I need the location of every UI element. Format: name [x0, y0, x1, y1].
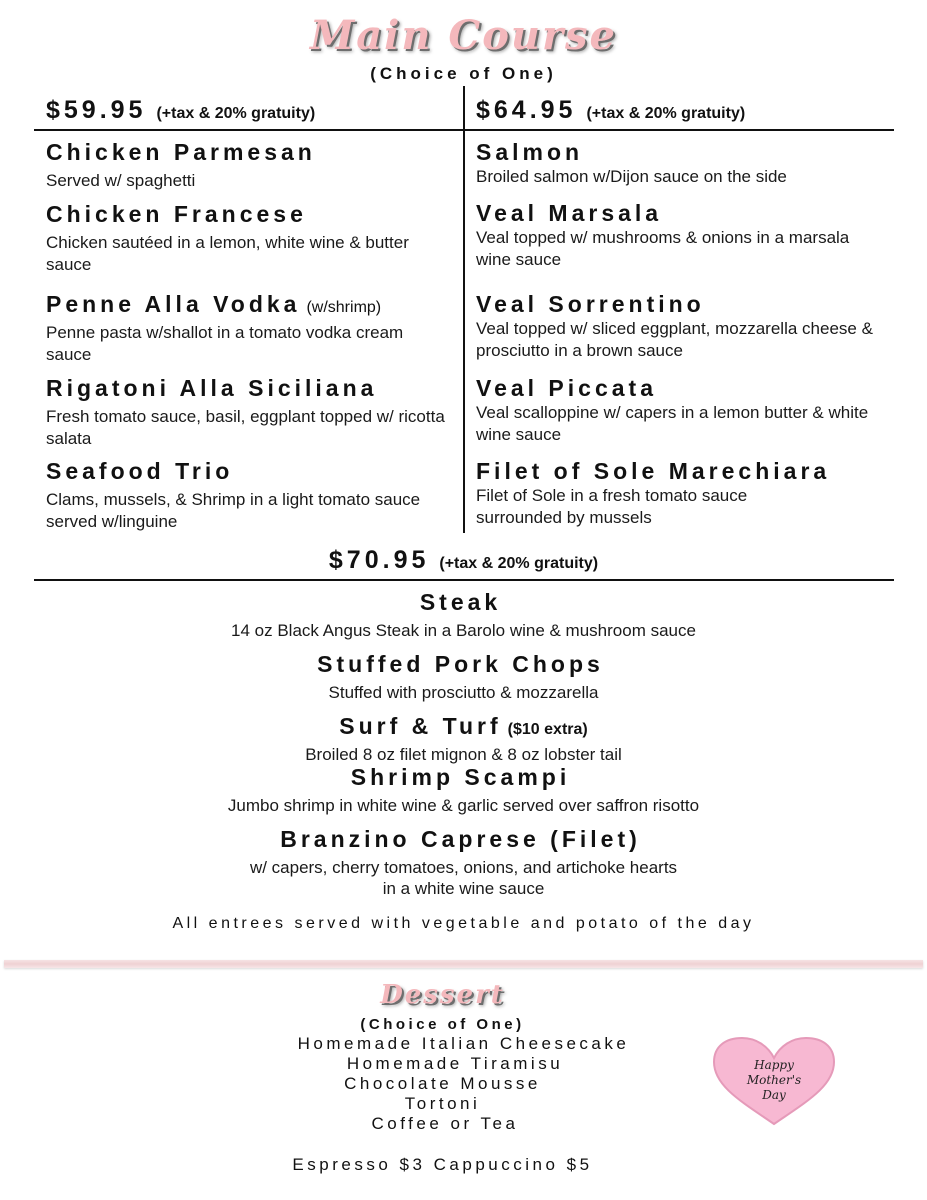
menu-item [476, 138, 896, 188]
menu-item [476, 290, 896, 362]
menu-item [476, 199, 896, 271]
menu-item [46, 200, 466, 276]
dish-description: Penne pasta w/shallot in a tomato vodka cream sauce [46, 323, 404, 364]
menu-item [0, 825, 927, 899]
menu-item [46, 374, 466, 450]
dish-description: Veal topped w/ mushrooms & onions in a marsala wine sauce [476, 228, 850, 269]
dish-name: Steak [419, 589, 502, 615]
dish-name: Chicken Parmesan [46, 139, 316, 165]
right-price-header [476, 96, 745, 125]
left-price-header [46, 96, 315, 125]
badge-line: Day [762, 1088, 786, 1102]
dish-name: Chicken Francese [46, 201, 307, 227]
dish-name: Rigatoni Alla Siciliana [46, 375, 378, 401]
dessert-item: Tortoni [404, 1094, 481, 1113]
main-course-title: Main Course [309, 12, 618, 59]
dish-name: Seafood Trio [46, 458, 234, 484]
dish-description: Broiled 8 oz filet mignon & 8 oz lobster tail [305, 745, 622, 764]
dish-name: Shrimp Scampi [350, 764, 571, 790]
entree-footer-note: All entrees served with vegetable and potato of the day [172, 915, 755, 932]
dish-extra: ($10 extra) [507, 721, 588, 738]
dish-name: Branzino Caprese (Filet) [280, 826, 641, 852]
section-divider [4, 960, 923, 968]
dish-description: Fresh tomato sauce, basil, eggplant topped w/ ricotta salata [46, 407, 445, 448]
dish-description: Broiled salmon w/Dijon sauce on the side [476, 167, 787, 186]
premium-price-note: (+tax & 20% gratuity) [439, 555, 599, 572]
right-price: $64.95 [476, 96, 577, 124]
dish-description: Jumbo shrimp in white wine & garlic served over saffron risotto [227, 796, 700, 815]
menu-item [0, 712, 927, 765]
left-price: $59.95 [46, 96, 147, 124]
badge-line: Mother's [746, 1073, 802, 1087]
menu-item [46, 138, 466, 192]
main-course-subtitle: (Choice of One) [370, 64, 557, 83]
menu-item [0, 588, 927, 641]
dish-name: Salmon [476, 139, 584, 165]
dish-name: Veal Sorrentino [476, 291, 705, 317]
dish-name: Surf & Turf [339, 713, 502, 739]
dish-description: Filet of Sole in a fresh tomato sauce surrounded by mussels [476, 486, 748, 527]
dish-description: Chicken sautéed in a lemon, white wine & butter sauce [46, 233, 409, 274]
right-price-note: (+tax & 20% gratuity) [586, 105, 746, 122]
dish-description: Clams, mussels, & Shrimp in a light tomato sauce served w/linguine [46, 490, 421, 531]
dish-description: Stuffed with prosciutto & mozzarella [328, 683, 599, 702]
espresso-cappuccino-prices: Espresso $3 Cappuccino $5 [292, 1155, 593, 1174]
dish-description: Veal scalloppine w/ capers in a lemon butter & white wine sauce [476, 403, 869, 444]
dish-description-line-2: in a white wine sauce [382, 879, 545, 898]
dish-name: Stuffed Pork Chops [317, 651, 604, 677]
dish-name: Veal Piccata [476, 375, 657, 401]
dessert-item: Coffee or Tea [371, 1114, 519, 1133]
right-column [476, 138, 896, 533]
dessert-item: Chocolate Mousse [344, 1074, 541, 1093]
badge-line: Happy [754, 1058, 794, 1072]
premium-rule [34, 579, 894, 581]
dish-name: Penne Alla Vodka [46, 291, 301, 317]
menu-item [46, 290, 466, 366]
left-column [46, 138, 466, 533]
dish-description: w/ capers, cherry tomatoes, onions, and artichoke hearts [249, 858, 678, 877]
mothers-day-badge [712, 1058, 836, 1103]
menu-item [0, 650, 927, 703]
dessert-title: Dessert [380, 980, 505, 1010]
dessert-item: Homemade Italian Cheesecake [297, 1034, 630, 1053]
menu-item [46, 457, 466, 533]
left-price-note: (+tax & 20% gratuity) [156, 105, 316, 122]
dessert-item: Homemade Tiramisu [346, 1054, 564, 1073]
dish-name: Veal Marsala [476, 200, 663, 226]
menu-item [476, 457, 896, 529]
dish-description: 14 oz Black Angus Steak in a Barolo wine & mushroom sauce [231, 621, 696, 640]
menu-item [0, 763, 927, 816]
dish-name: Filet of Sole Marechiara [476, 458, 831, 484]
dessert-subtitle: (Choice of One) [360, 1016, 525, 1033]
dish-description: Served w/ spaghetti [46, 171, 196, 190]
dish-note: (w/shrimp) [306, 299, 382, 316]
menu-item [476, 374, 896, 446]
premium-price: $70.95 [328, 546, 430, 574]
dish-description: Veal topped w/ sliced eggplant, mozzarella cheese & prosciutto in a brown sauce [476, 319, 873, 360]
premium-price-header [0, 546, 927, 575]
